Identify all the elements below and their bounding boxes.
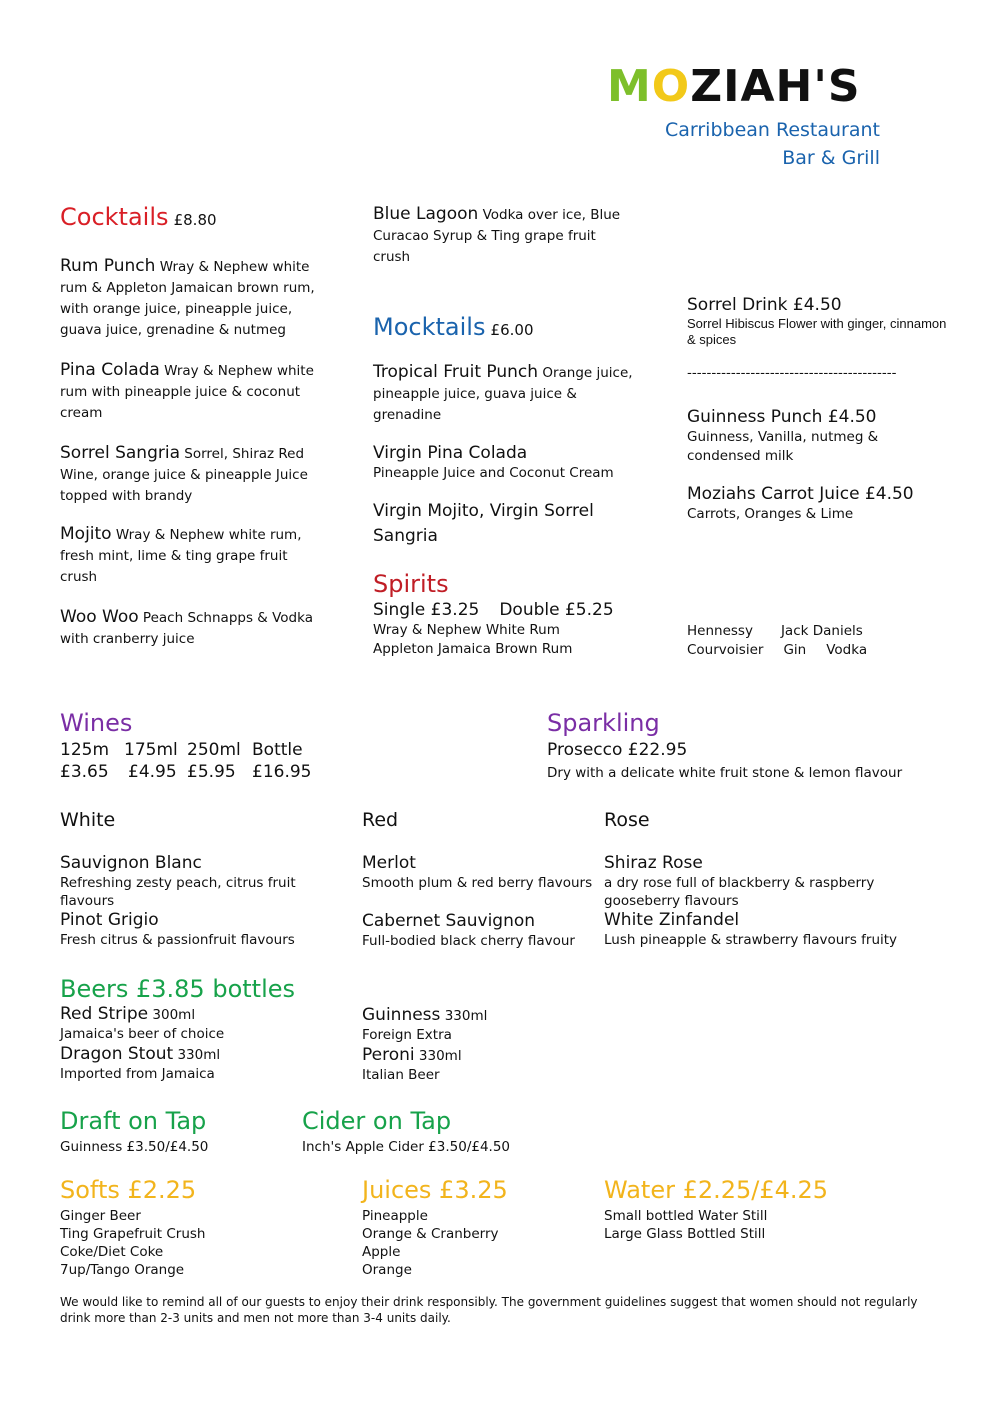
wine-column-heading: Rose [604, 809, 650, 831]
soft-drink-item: 7up/Tango Orange [60, 1262, 185, 1278]
cocktails-section [60, 202, 320, 649]
wine-size: 175ml [124, 740, 178, 760]
spirit-brands-row [687, 641, 947, 660]
wine-desc: Fresh citrus & passionfruit flavours [60, 932, 295, 948]
cocktail-item [60, 360, 320, 423]
mocktail-name: Tropical Fruit Punch [373, 362, 539, 382]
wine-column-heading: White [60, 809, 116, 831]
wine-column-rose [604, 810, 954, 950]
beer-size: 330ml [440, 1008, 488, 1024]
beer-name: Guinness [362, 1005, 441, 1025]
draft-line: Guinness £3.50/£4.50 [60, 1139, 209, 1155]
sparkling-title: Sparkling [547, 709, 660, 737]
wine-size: Bottle [252, 740, 303, 760]
cocktail-item [60, 256, 320, 340]
spirits-prices [373, 600, 673, 621]
restaurant-subtitle [560, 116, 880, 172]
wine-name: Sauvignon Blanc [60, 853, 202, 873]
mocktail-item [373, 443, 633, 483]
beer-size: 330ml [414, 1048, 462, 1064]
juice-item: Apple [362, 1244, 401, 1260]
cocktail-desc: Vodka over ice, Blue Curacao Syrup & Ting grape fruit crush [373, 207, 621, 265]
wine-column-white [60, 810, 350, 950]
beers-title: Beers £3.85 bottles [60, 975, 296, 1003]
cocktail-name: Woo Woo [60, 607, 139, 627]
responsible-drinking-notice: We would like to remind all of our guests to enjoy their drink responsibly. The government guidelines suggest that women should not regularly drink more than 2-3 units and men not more than 3-4 units daily. [60, 1295, 918, 1325]
cocktail-item [60, 607, 320, 649]
water-section [604, 1175, 944, 1243]
cider-line: Inch's Apple Cider £3.50/£4.50 [302, 1139, 511, 1155]
specials-section [687, 295, 947, 524]
spirit-brands [687, 622, 947, 660]
spirit-brand: Courvoisier [687, 642, 764, 658]
mocktail-desc: Pineapple Juice and Coconut Cream [373, 465, 614, 481]
spirits-double-price: Double £5.25 [499, 600, 614, 620]
wine-sizes-row [60, 740, 360, 762]
sparkling-name: Prosecco £22.95 [547, 740, 688, 760]
wine-price: £16.95 [252, 762, 312, 782]
softs-list [60, 1207, 340, 1279]
beer-name: Peroni [362, 1045, 415, 1065]
beer-item [362, 1005, 622, 1045]
cocktail-item [60, 443, 320, 506]
cocktail-name: Pina Colada [60, 360, 160, 380]
juices-section [362, 1175, 592, 1279]
water-list [604, 1207, 944, 1243]
cocktail-item-blue-lagoon [373, 204, 628, 267]
wine-desc: Lush pineapple & strawberry flavours fruity [604, 932, 898, 948]
wine-column-red [362, 810, 602, 951]
water-item: Large Glass Bottled Still [604, 1226, 766, 1242]
draft-section [60, 1106, 290, 1157]
cocktail-desc: Wray & Nephew white rum & Appleton Jamaican brown rum, with orange juice, pineapple juice, guava juice, grenadine & nutmeg [60, 259, 315, 338]
cocktails-heading [60, 202, 320, 232]
wine-desc: a dry rose full of blackberry & raspberry gooseberry flavours [604, 875, 875, 909]
wine-name: White Zinfandel [604, 910, 740, 930]
special-item [687, 407, 947, 466]
wine-column-heading: Red [362, 809, 399, 831]
wine-price: £4.95 [128, 762, 177, 782]
special-item [687, 484, 947, 524]
mocktails-price: £6.00 [490, 321, 534, 339]
wine-size: 125m [60, 740, 110, 760]
wine-item [60, 910, 350, 950]
soft-drink-item: Ting Grapefruit Crush [60, 1226, 206, 1242]
softs-title: Softs £2.25 [60, 1176, 197, 1204]
wine-item [362, 911, 602, 951]
mocktail-name: Virgin Pina Colada [373, 443, 528, 463]
spirits-line: Wray & Nephew White Rum [373, 622, 560, 638]
subtitle-line-1: Carribbean Restaurant [664, 119, 880, 141]
sparkling-desc: Dry with a delicate white fruit stone & lemon flavour [547, 765, 903, 781]
wines-section [60, 708, 360, 784]
wine-price: £5.95 [187, 762, 236, 782]
water-item: Small bottled Water Still [604, 1208, 768, 1224]
subtitle-line-2: Bar & Grill [782, 147, 880, 169]
wine-price: £3.65 [60, 762, 109, 782]
beer-name: Dragon Stout [60, 1044, 174, 1064]
section-divider: ------------------------------------------- [687, 365, 897, 381]
wine-name: Pinot Grigio [60, 910, 159, 930]
special-item [687, 295, 947, 348]
mocktail-item [373, 499, 633, 549]
wine-prices-row [60, 762, 360, 784]
beers-right-column [362, 1005, 622, 1085]
soft-drink-item: Coke/Diet Coke [60, 1244, 164, 1260]
beer-item [60, 1044, 360, 1084]
beer-desc: Jamaica's beer of choice [60, 1026, 225, 1042]
soft-drink-item: Ginger Beer [60, 1208, 141, 1224]
wine-desc: Refreshing zesty peach, citrus fruit flavours [60, 875, 296, 909]
juice-item: Pineapple [362, 1208, 428, 1224]
water-title: Water £2.25/£4.25 [604, 1176, 829, 1204]
beer-desc: Foreign Extra [362, 1027, 452, 1043]
juices-title: Juices £3.25 [362, 1176, 508, 1204]
logo-letter-o: O [651, 61, 691, 112]
spirit-brand: Jack Daniels [780, 623, 863, 639]
wine-name: Cabernet Sauvignon [362, 911, 536, 931]
cocktail-name: Rum Punch [60, 256, 156, 276]
wine-item [604, 910, 954, 950]
wines-title: Wines [60, 709, 133, 737]
cocktail-item [60, 524, 320, 587]
mocktails-section [373, 312, 633, 549]
special-name: Guinness Punch £4.50 [687, 407, 877, 427]
beer-desc: Italian Beer [362, 1067, 440, 1083]
beer-name: Red Stripe [60, 1004, 149, 1024]
beer-item [362, 1045, 622, 1085]
special-name: Sorrel Drink £4.50 [687, 295, 842, 315]
wine-size: 250ml [187, 740, 241, 760]
cocktail-desc: Peach Schnapps & Vodka with cranberry juice [60, 610, 313, 647]
logo-letter-m: M [607, 61, 652, 112]
softs-section [60, 1175, 340, 1279]
cocktail-name: Sorrel Sangria [60, 443, 180, 463]
spirit-brands-row [687, 622, 947, 641]
special-desc: Carrots, Oranges & Lime [687, 506, 854, 522]
cider-title: Cider on Tap [302, 1107, 452, 1135]
wine-item [604, 853, 954, 910]
cocktail-desc: Wray & Nephew white rum with pineapple juice & coconut cream [60, 363, 314, 421]
juice-item: Orange [362, 1262, 412, 1278]
spirits-section [373, 569, 673, 659]
mocktails-heading [373, 312, 633, 342]
wine-item [362, 853, 602, 893]
wine-desc: Full-bodied black cherry flavour [362, 933, 575, 949]
sparkling-section [547, 708, 967, 783]
mocktails-title: Mocktails [373, 313, 486, 341]
logo-letters-rest: ZIAH'S [690, 61, 861, 112]
spirits-line: Appleton Jamaica Brown Rum [373, 641, 573, 657]
juice-item: Orange & Cranberry [362, 1226, 499, 1242]
spirit-brand: Vodka [826, 642, 868, 658]
cider-section [302, 1106, 602, 1157]
beer-size: 300ml [148, 1007, 196, 1023]
beers-section [60, 974, 360, 1084]
wine-desc: Smooth plum & red berry flavours [362, 875, 593, 891]
cocktail-name: Mojito [60, 524, 112, 544]
special-name: Moziahs Carrot Juice £4.50 [687, 484, 914, 504]
juices-list [362, 1207, 592, 1279]
wine-name: Shiraz Rose [604, 853, 703, 873]
spirit-brand: Hennessy [687, 623, 753, 639]
cocktails-price: £8.80 [173, 211, 217, 229]
special-desc: Guinness, Vanilla, nutmeg & condensed milk [687, 429, 879, 464]
spirits-title: Spirits [373, 570, 449, 598]
beer-desc: Imported from Jamaica [60, 1066, 215, 1082]
beer-item [60, 1004, 360, 1044]
spirits-single-price: Single £3.25 [373, 600, 480, 620]
mocktail-name: Virgin Mojito, Virgin Sorrel Sangria [373, 501, 594, 546]
cocktail-name: Blue Lagoon [373, 204, 479, 224]
wine-name: Merlot [362, 853, 416, 873]
cocktails-title: Cocktails [60, 203, 169, 231]
mocktail-item [373, 362, 633, 425]
cocktail-desc: Sorrel, Shiraz Red Wine, orange juice & pineapple Juice topped with brandy [60, 446, 308, 504]
beer-size: 330ml [173, 1047, 221, 1063]
wine-item [60, 853, 350, 910]
cocktail-desc: Wray & Nephew white rum, fresh mint, lime & ting grape fruit crush [60, 527, 302, 585]
spirit-brand: Gin [783, 642, 807, 658]
mocktail-desc: Orange juice, pineapple juice, guava juice & grenadine [373, 365, 633, 423]
draft-title: Draft on Tap [60, 1107, 207, 1135]
restaurant-logo [607, 62, 861, 112]
special-desc: Sorrel Hibiscus Flower with ginger, cinnamon & spices [687, 316, 947, 347]
